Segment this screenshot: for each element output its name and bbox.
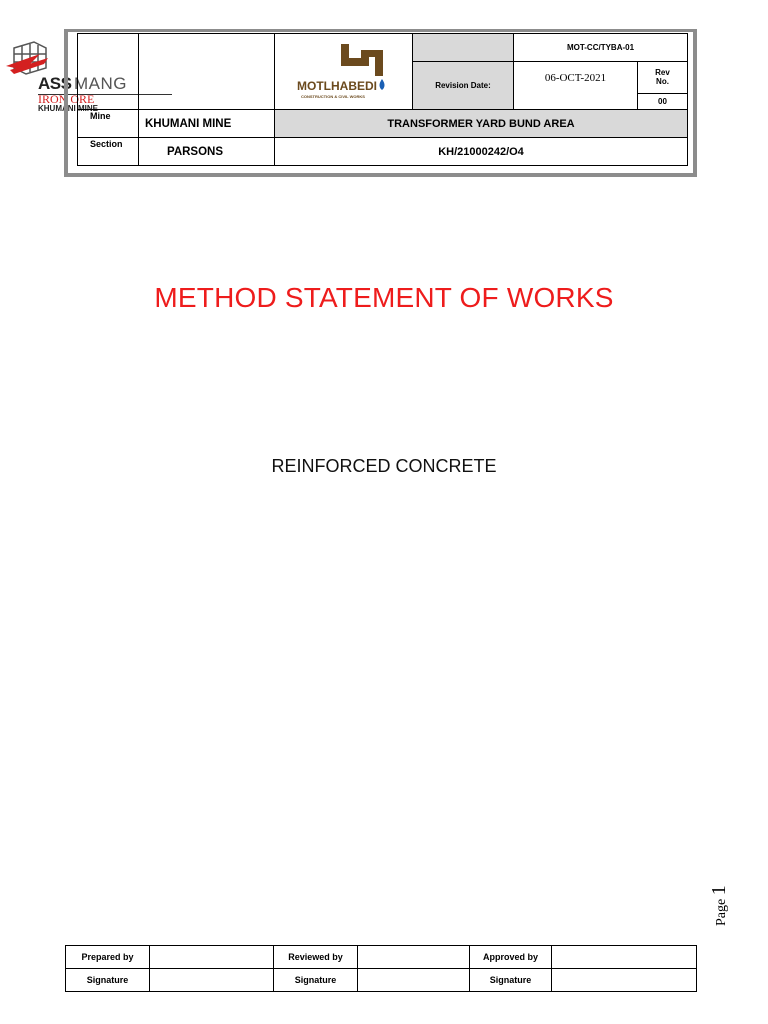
revision-date-label: Revision Date: bbox=[413, 61, 514, 110]
prepared-signature-label: Signature bbox=[66, 969, 150, 992]
reviewed-signature-label: Signature bbox=[274, 969, 358, 992]
prepared-by-label: Prepared by bbox=[66, 946, 150, 969]
prepared-by-field[interactable] bbox=[150, 946, 274, 969]
reviewed-by-field[interactable] bbox=[358, 946, 470, 969]
rev-no-label-2: No. bbox=[656, 77, 669, 87]
rev-no-label bbox=[638, 61, 688, 93]
rev-no-label-1: Rev bbox=[655, 68, 670, 78]
reviewed-signature-field[interactable] bbox=[358, 969, 470, 992]
work-area: TRANSFORMER YARD BUND AREA bbox=[275, 110, 688, 138]
mine-value: KHUMANI MINE bbox=[139, 110, 275, 138]
mine-label: Mine bbox=[78, 110, 139, 138]
assmang-name-part2: MANG bbox=[74, 74, 127, 93]
section-label: Section bbox=[78, 138, 139, 166]
motlhabedi-logo bbox=[289, 40, 399, 104]
page-label: Page bbox=[714, 898, 729, 926]
page-number-value: 1 bbox=[708, 885, 730, 896]
document-title: METHOD STATEMENT OF WORKS bbox=[154, 282, 614, 313]
motlhabedi-tagline: CONSTRUCTION & CIVIL WORKS bbox=[300, 93, 365, 99]
water-drop-icon bbox=[379, 79, 384, 90]
document-subtitle: REINFORCED CONCRETE bbox=[271, 456, 497, 476]
document-code: MOT-CC/TYBA-01 bbox=[514, 34, 688, 62]
pipe-icon bbox=[341, 44, 383, 76]
section-value: PARSONS bbox=[139, 138, 275, 166]
approved-by-label: Approved by bbox=[470, 946, 552, 969]
revision-date-value: 06-OCT-2021 bbox=[514, 61, 638, 110]
signoff-table bbox=[65, 945, 697, 992]
reviewed-by-label: Reviewed by bbox=[274, 946, 358, 969]
assmang-name-part1: ASS bbox=[38, 74, 72, 93]
motlhabedi-logo-cell bbox=[275, 34, 413, 110]
project-number: KH/21000242/O4 bbox=[275, 138, 688, 166]
assmang-division: IRON ORE bbox=[38, 92, 95, 106]
page-number bbox=[708, 885, 731, 926]
approved-signature-field[interactable] bbox=[552, 969, 697, 992]
motlhabedi-name: MOTLHABEDI bbox=[296, 78, 377, 93]
document-header-table bbox=[77, 33, 688, 166]
approved-by-field[interactable] bbox=[552, 946, 697, 969]
prepared-signature-field[interactable] bbox=[150, 969, 274, 992]
rev-no-value: 00 bbox=[638, 94, 688, 110]
assmang-site: KHUMANI MINE bbox=[38, 104, 98, 113]
approved-signature-label: Signature bbox=[470, 969, 552, 992]
